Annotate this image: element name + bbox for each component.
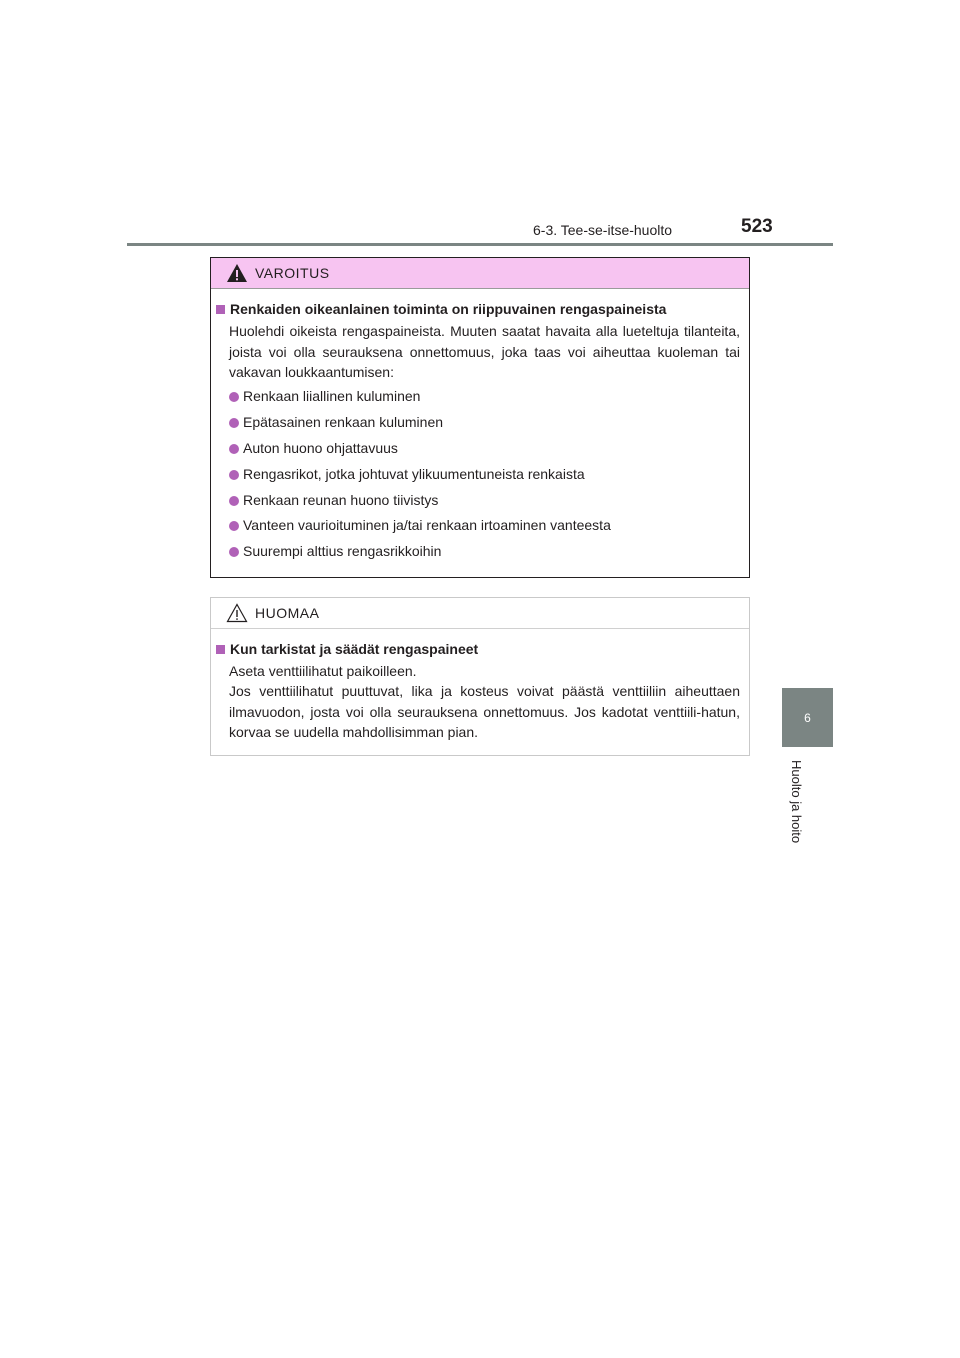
warning-heading-text: Renkaiden oikeanlainen toiminta on riippuvainen rengaspaineista: [230, 301, 667, 317]
warning-box: [210, 257, 750, 578]
notice-line: Aseta venttiilihatut paikoilleen.: [229, 663, 417, 679]
warning-triangle-filled-icon: [226, 263, 248, 283]
list-item-text: Suurempi alttius rengasrikkoihin: [243, 543, 442, 559]
list-item-text: Renkaan reunan huono tiivistys: [243, 492, 439, 508]
list-item-text: Rengasrikot, jotka johtuvat ylikuumentuneista renkaista: [243, 466, 585, 482]
round-bullet-icon: [229, 444, 239, 454]
notice-body: Jos venttiilihatut puuttuvat, lika ja kosteus voivat päästä venttiiliin aiheuttaen ilmavuodon, josta voi olla seurauksena onnettomuus. Jos kadotat venttiili-hatun, korvaa se uudella mahdollisimman pian.: [229, 683, 740, 740]
notice-header: [211, 598, 749, 629]
notice-title: HUOMAA: [255, 605, 320, 621]
round-bullet-icon: [229, 521, 239, 531]
chapter-title-vertical: [786, 760, 808, 852]
list-item-text: Epätasainen renkaan kuluminen: [243, 414, 444, 430]
chapter-number: 6: [804, 710, 811, 725]
notice-section-heading: [216, 641, 478, 657]
round-bullet-icon: [229, 547, 239, 557]
round-bullet-icon: [229, 392, 239, 402]
list-item: [229, 388, 420, 404]
round-bullet-icon: [229, 470, 239, 480]
page-number: 523: [741, 216, 773, 237]
chapter-title: Huolto ja hoito: [789, 760, 804, 844]
square-bullet-icon: [216, 305, 225, 314]
list-item: [229, 466, 585, 482]
warning-title: VAROITUS: [255, 265, 330, 281]
list-item: [229, 492, 438, 508]
list-item: [229, 517, 611, 533]
list-item: [229, 440, 398, 456]
notice-box: [210, 597, 750, 756]
warning-intro: Huolehdi oikeista rengaspaineista. Muuten saatat havaita alla lueteltuja tilanteita, joista voi olla seurauksena onnettomuus, joka taas voi aiheuttaa kuoleman tai vakavan loukkaantumisen:: [229, 323, 740, 380]
notice-heading-text: Kun tarkistat ja säädät rengaspaineet: [230, 641, 479, 657]
square-bullet-icon: [216, 645, 225, 654]
warning-triangle-outline-icon: [226, 603, 248, 623]
round-bullet-icon: [229, 418, 239, 428]
warning-section-heading: [216, 301, 666, 317]
list-item-text: Auton huono ohjattavuus: [243, 440, 398, 456]
header-divider: [127, 243, 833, 246]
list-item-text: Renkaan liiallinen kuluminen: [243, 388, 421, 404]
list-item: [229, 543, 441, 559]
round-bullet-icon: [229, 496, 239, 506]
warning-header: [211, 258, 749, 289]
list-item: [229, 414, 443, 430]
list-item-text: Vanteen vaurioituminen ja/tai renkaan irtoaminen vanteesta: [243, 517, 611, 533]
chapter-tab: [782, 688, 833, 747]
header-section-title: 6-3. Tee-se-itse-huolto: [533, 222, 673, 238]
